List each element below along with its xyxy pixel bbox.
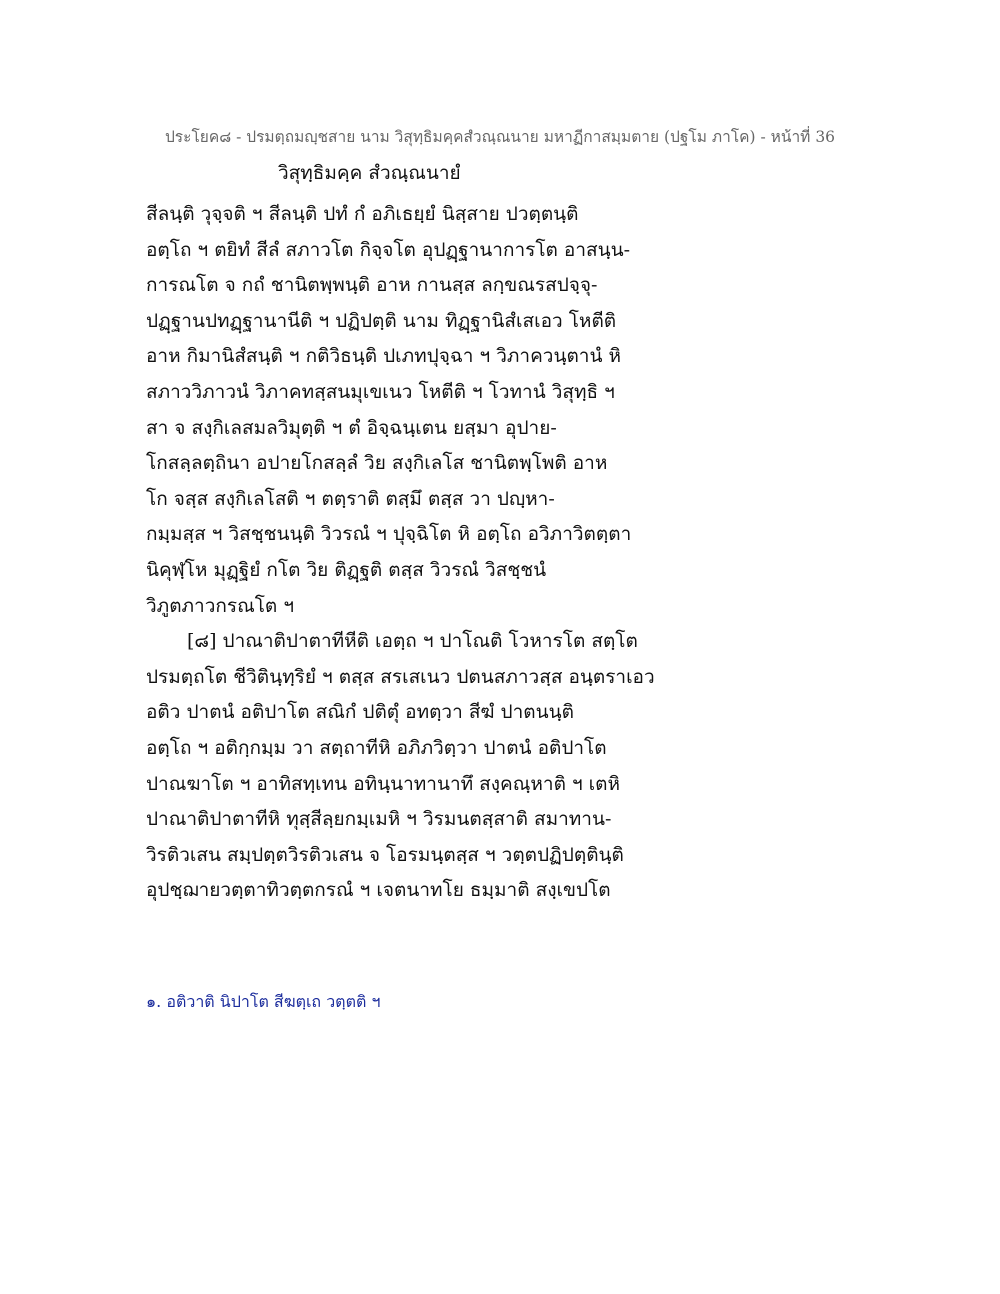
body-text bbox=[146, 197, 866, 909]
text-line: การณโต จ กถํ ชานิตพฺพนฺติ อาห กานสฺส ลกฺขณรสปจฺจุ- bbox=[146, 274, 598, 297]
text-line: สภาววิภาวนํ วิภาคทสฺสนมุเขเนว โหตีติ ฯ โวทานํ วิสุทฺธิ ฯ bbox=[146, 380, 615, 403]
text-line: กมฺมสฺส ฯ วิสชฺชนนฺติ วิวรณํ ฯ ปุจฺฉิโต หิ อตฺโถ อวิภาวิตตฺตา bbox=[146, 523, 632, 546]
text-line: สา จ สงฺกิเลสมลวิมุตฺติ ฯ ตํ อิจฺฉนฺเตน ยสฺมา อุปาย- bbox=[146, 416, 557, 439]
text-line: วิรติวเสน สมฺปตฺตวิรติวเสน จ โอรมนฺตสฺส ฯ วตฺตปฏิปตฺตินฺติ bbox=[146, 843, 624, 866]
text-line: อติว ปาตนํ อติปาโต สณิกํ ปติตุํ อทตฺวา สีฆํ ปาตนนฺติ bbox=[146, 701, 574, 724]
text-line: อตฺโถ ฯ อติกฺกมฺม วา สตฺถาทีหิ อภิภวิตฺวา ปาตนํ อติปาโต bbox=[146, 736, 607, 759]
text-line: อตฺโถ ฯ ตยิทํ สีลํ สภาวโต กิจฺจโต อุปฏฺฐานาการโต อาสนฺน- bbox=[146, 238, 630, 261]
text-line: วิภูตภาวกรณโต ฯ bbox=[146, 594, 294, 617]
text-line: สีลนฺติ วุจฺจติ ฯ สีลนฺติ ปทํ กํ อภิเธยฺยํ นิสฺสาย ปวตฺตนฺติ bbox=[146, 203, 579, 225]
text-line: อาห กิมานิสํสนฺติ ฯ กติวิธนฺติ ปเภทปุจฺฉา ฯ วิภาควนฺตานํ หิ bbox=[146, 345, 622, 368]
text-line: ปฏฺฐานปทฏฺฐานานีติ ฯ ปฏิปตฺติ นาม ทิฏฺฐานิสํเสเอว โหตีติ bbox=[146, 309, 617, 332]
book-title: วิสุทฺธิมคฺค สํวณฺณนายํ bbox=[278, 162, 461, 184]
footnote: ๑. อติวาติ นิปาโต สีฆตฺเถ วตฺตติ ฯ bbox=[146, 992, 381, 1011]
paragraph-start-line: [๘] ปาณาติปาตาทีหีติ เอตฺถ ฯ ปาโณติ โวหารโต สตฺโต bbox=[187, 630, 638, 653]
text-line: โกสลฺลตฺถินา อปายโกสลฺลํ วิย สงฺกิเลโส ชานิตพฺโพติ อาห bbox=[146, 452, 608, 475]
text-line: นิคุฬฺโห มุฏฺฐิยํ กโต วิย ติฏฺฐติ ตสฺส วิวรณํ วิสชฺชนํ bbox=[146, 558, 547, 581]
text-line: ปรมตฺถโต ชีวิตินฺทฺริยํ ฯ ตสฺส สรเสเนว ปตนสภาวสฺส อนฺตราเอว bbox=[146, 665, 655, 688]
text-line: อุปชฺฌายวตฺตาทิวตฺตกรณํ ฯ เจตนาทโย ธมฺมาติ สงฺเขปโต bbox=[146, 879, 611, 902]
text-line: ปาณฆาโต ฯ อาทิสทฺเทน อทินฺนาทานาทึ สงฺคณฺหาติ ฯ เตหิ bbox=[146, 772, 621, 795]
text-line: โก จสฺส สงฺกิเลโสติ ฯ ตตฺราติ ตสฺมึ ตสฺส วา ปญฺหา- bbox=[146, 487, 555, 510]
running-header: ประโยค๘ - ปรมตฺถมญฺชสาย นาม วิสุทฺธิมคฺคสํวณฺณนาย มหาฏีกาสมฺมตาย (ปฐโม ภาโค) - หน้าที่ 36 bbox=[164, 128, 836, 146]
text-line: ปาณาติปาตาทีหิ ทุสฺสีลฺยกมฺเมหิ ฯ วิรมนตสฺสาติ สมาทาน- bbox=[146, 808, 612, 831]
